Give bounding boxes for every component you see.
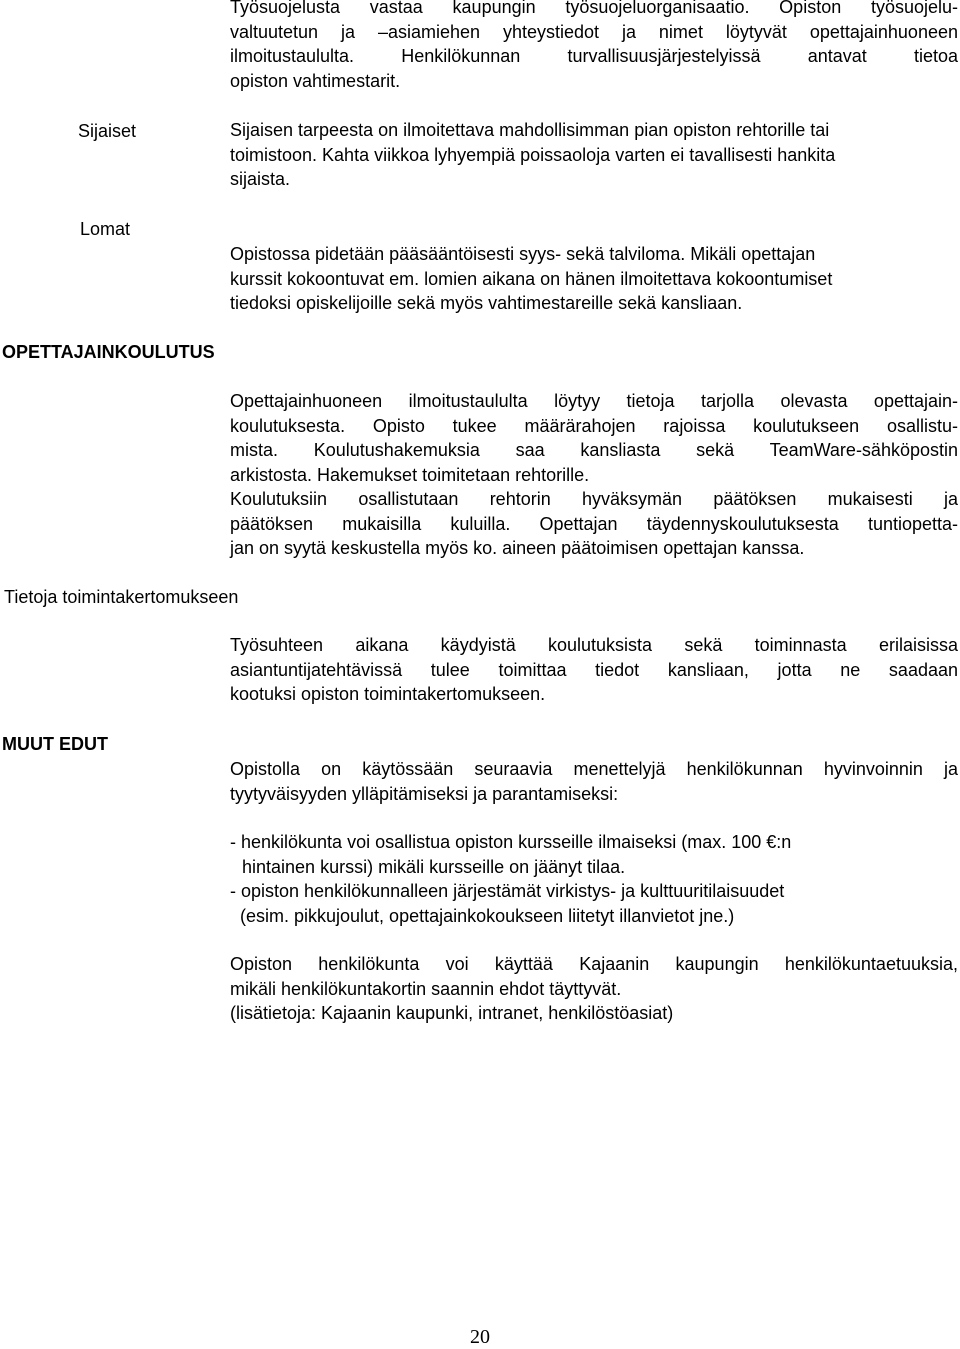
muut-edut-intro	[230, 757, 958, 806]
list-item-continuation: (esim. pikkujoulut, opettajainkokoukseen liitetyt illanvietot jne.)	[240, 905, 735, 926]
muut-edut-heading: MUUT EDUT	[2, 734, 108, 754]
paragraph-line: koulutuksesta. Opisto tukee määrärahojen rajoissa koulutukseen osallistu-	[230, 415, 958, 436]
paragraph-line: kootuksi opiston toimintakertomukseen.	[230, 684, 546, 704]
list-item: - opiston henkilökunnalleen järjestämät virkistys- ja kulttuuritilaisuudet	[230, 881, 785, 901]
paragraph-line: valtuutetun ja –asiamiehen yhteystiedot ja nimet löytyvät opettajainhuoneen	[230, 21, 958, 42]
opettajainkoulutus-heading: OPETTAJAINKOULUTUS	[2, 342, 215, 362]
paragraph-line: mista. Koulutushakemuksia saa kansliasta sekä TeamWare-sähköpostin	[230, 440, 958, 460]
paragraph-line: opiston vahtimestarit.	[230, 70, 401, 91]
paragraph-line: tyytyväisyyden ylläpitämiseksi ja parantamiseksi:	[230, 783, 619, 804]
toimintakertomus-label: Tietoja toimintakertomukseen	[4, 587, 239, 607]
paragraph-line: kurssit kokoontuvat em. lomien aikana on hänen ilmoitettava kokoontumiset	[230, 268, 833, 289]
muut-edut-list	[230, 830, 958, 928]
paragraph-line: sijaista.	[230, 169, 291, 189]
page-number: 20	[470, 1326, 490, 1348]
toimintakertomus-paragraph	[230, 633, 958, 707]
opettajainkoulutus-paragraph	[230, 389, 958, 561]
tyosuojelu-paragraph	[230, 0, 958, 93]
paragraph-line: arkistosta. Hakemukset toimitetaan rehtorille.	[230, 464, 590, 485]
paragraph-line: Koulutuksiin osallistutaan rehtorin hyväksymän päätöksen mukaisesti ja	[230, 489, 958, 509]
paragraph-line: Opistolla on käytössään seuraavia menettelyjä henkilökunnan hyvinvoinnin ja	[230, 759, 958, 779]
paragraph-line: Työsuojelusta vastaa kaupungin työsuojeluorganisaatio. Opiston työsuojelu-	[230, 0, 958, 17]
list-item: - henkilökunta voi osallistua opiston kursseille ilmaiseksi (max. 100 €:n	[230, 832, 792, 852]
paragraph-line: asiantuntijatehtävissä tulee toimittaa tiedot kansliaan, jotta ne saadaan	[230, 659, 958, 680]
paragraph-line: (lisätietoja: Kajaanin kaupunki, intranet, henkilöstöasiat)	[230, 1003, 674, 1023]
paragraph-line: Opistossa pidetään pääsääntöisesti syys- sekä talviloma. Mikäli opettajan	[230, 244, 816, 264]
paragraph-line: ilmoitustaululta. Henkilökunnan turvallisuusjärjestelyissä antavat tietoa	[230, 46, 958, 66]
paragraph-line: Opiston henkilökunta voi käyttää Kajaanin kaupungin henkilökuntaetuuksia,	[230, 954, 958, 974]
paragraph-line: toimistoon. Kahta viikkoa lyhyempiä poissaoloja varten ei tavallisesti hankita	[230, 144, 836, 165]
paragraph-line: jan on syytä keskustella myös ko. aineen päätoimisen opettajan kanssa.	[230, 538, 805, 558]
sijaiset-label: Sijaiset	[78, 121, 137, 141]
lomat-label: Lomat	[80, 219, 131, 239]
sijaiset-paragraph	[230, 118, 958, 192]
paragraph-line: Sijaisen tarpeesta on ilmoitettava mahdollisimman pian opiston rehtorille tai	[230, 120, 830, 140]
paragraph-line: päätöksen mukaisilla kuluilla. Opettajan täydennyskoulutuksesta tuntiopetta-	[230, 513, 958, 534]
list-item-continuation: hintainen kurssi) mikäli kursseille on jäänyt tilaa.	[242, 856, 626, 877]
paragraph-line: Opettajainhuoneen ilmoitustaululta löytyy tietoja tarjolla olevasta opettajain-	[230, 391, 958, 411]
lomat-paragraph	[230, 242, 958, 316]
paragraph-line: mikäli henkilökuntakortin saannin ehdot täyttyvät.	[230, 978, 622, 999]
muut-edut-kaupunki	[230, 952, 958, 1026]
paragraph-line: Työsuhteen aikana käydyistä koulutuksista sekä toiminnasta erilaisissa	[230, 635, 958, 655]
paragraph-line: tiedoksi opiskelijoille sekä myös vahtimestareille sekä kansliaan.	[230, 293, 743, 313]
